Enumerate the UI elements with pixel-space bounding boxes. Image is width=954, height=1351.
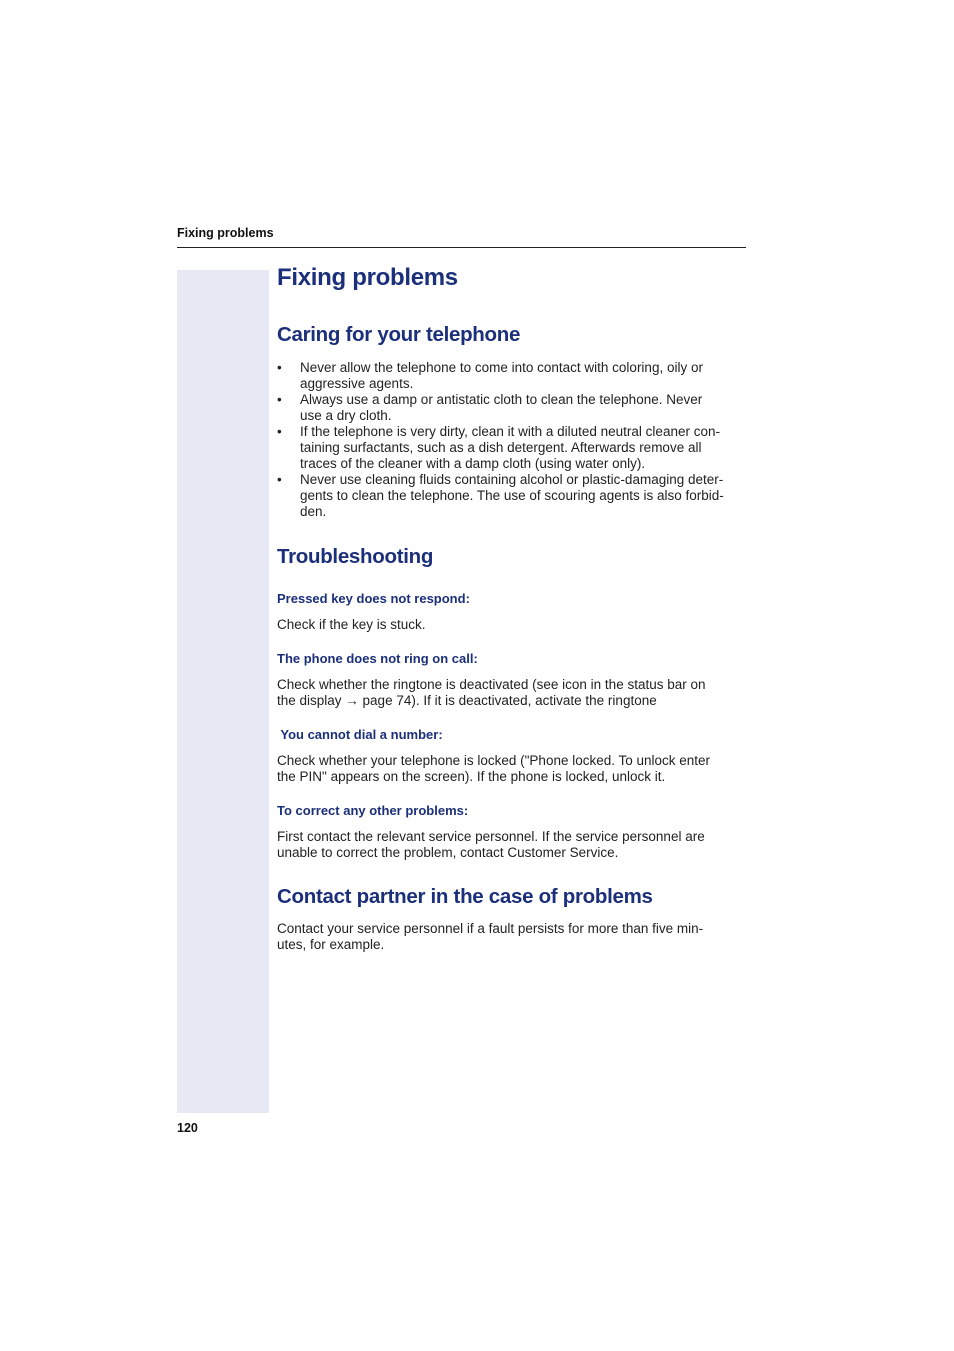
caring-bullet: • If the telephone is very dirty, clean it with a diluted neutral cleaner con- taining surfactants, such as a dish detergent. Afterwards remove all traces of the cleaner with a damp cloth (using water only). xyxy=(277,424,720,471)
caring-bullet: • Never allow the telephone to come into contact with coloring, oily or aggressive agents. xyxy=(277,360,703,391)
caring-list xyxy=(277,360,747,520)
margin-sidebar xyxy=(177,270,269,1113)
contact-heading: Contact partner in the case of problems xyxy=(277,885,653,908)
problem-answer: Check whether your telephone is locked ("Phone locked. To unlock enter the PIN" appears on the screen). If the phone is locked, unlock it. xyxy=(277,753,711,784)
page-number: 120 xyxy=(177,1121,198,1135)
troubleshooting-heading: Troubleshooting xyxy=(277,545,434,568)
problem-heading: To correct any other problems: xyxy=(277,803,469,818)
caring-bullet: • Never use cleaning fluids containing alcohol or plastic-damaging deter- gents to clean the telephone. The use of scouring agents is also forbid- den. xyxy=(277,472,724,519)
caring-heading: Caring for your telephone xyxy=(277,323,521,346)
page-content xyxy=(277,262,747,953)
problem-answer: Check if the key is stuck. xyxy=(277,617,426,632)
contact-text: Contact your service personnel if a fault persists for more than five min- utes, for example. xyxy=(277,921,704,952)
caring-bullet: • Always use a damp or antistatic cloth to clean the telephone. Never use a dry cloth. xyxy=(277,392,703,423)
problem-answer: First contact the relevant service personnel. If the service personnel are unable to correct the problem, contact Customer Service. xyxy=(277,829,705,860)
problem-heading: The phone does not ring on call: xyxy=(277,651,478,666)
problem-answer: Check whether the ringtone is deactivated (see icon in the status bar on the display → page 74). If it is deactivated, activate the ringtone xyxy=(277,677,706,708)
running-header: Fixing problems xyxy=(177,226,274,240)
problem-heading: Pressed key does not respond: xyxy=(277,591,470,606)
problem-heading: You cannot dial a number: xyxy=(277,727,443,742)
page-title: Fixing problems xyxy=(277,264,458,291)
header-rule xyxy=(177,247,746,248)
